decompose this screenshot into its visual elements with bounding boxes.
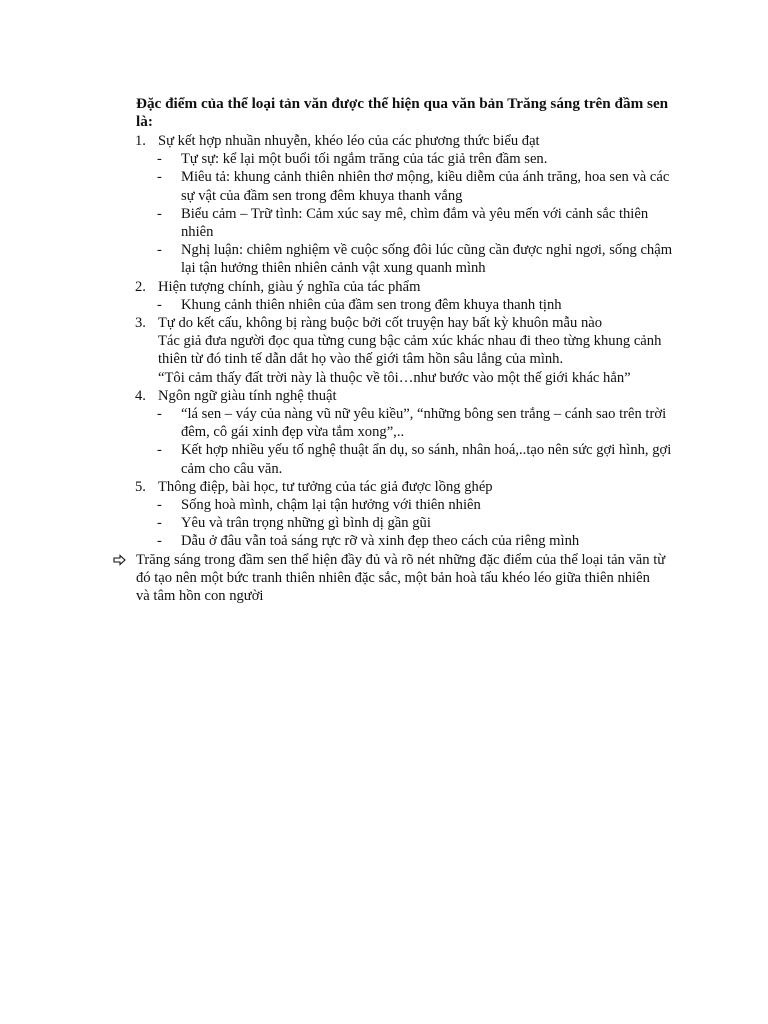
list-item bbox=[0, 241, 768, 277]
section-number: 1. bbox=[135, 133, 146, 149]
list-item-text: Biểu cảm – Trữ tình: Cảm xúc say mê, chìm đắm và yêu mến với cảnh sắc thiên nhiên bbox=[181, 205, 649, 241]
section-heading: Sự kết hợp nhuần nhuyễn, khéo léo của các phương thức biểu đạt bbox=[158, 133, 540, 149]
document-title: Đặc điểm của thể loại tản văn được thể hiện qua văn bản Trăng sáng trên đầm sen là: bbox=[136, 95, 669, 130]
list-item bbox=[0, 296, 768, 314]
conclusion bbox=[0, 551, 768, 606]
section-number: 5. bbox=[135, 478, 146, 495]
section-number: 4. bbox=[135, 387, 146, 404]
list-item-text: Dẫu ở đâu vẫn toả sáng rực rỡ và xinh đẹp theo cách của riêng mình bbox=[181, 533, 580, 550]
section-note: Tác giả đưa người đọc qua từng cung bậc cảm xúc khác nhau đi theo từng khung cảnh thiên từ đó tinh tế dẫn dắt họ vào thế giới tâm hồn sâu lắng của mình. bbox=[158, 333, 662, 368]
list-item bbox=[0, 168, 768, 204]
dash-bullet: - bbox=[157, 442, 162, 459]
dash-bullet: - bbox=[157, 151, 162, 168]
section-2 bbox=[0, 278, 768, 314]
dash-bullet: - bbox=[157, 515, 162, 532]
section-heading: Ngôn ngữ giàu tính nghệ thuật bbox=[158, 387, 337, 404]
list-item-text: Kết hợp nhiều yếu tố nghệ thuật ẩn dụ, so sánh, nhân hoá,..tạo nên sức gợi hình, gợi cảm cho câu văn. bbox=[181, 442, 672, 477]
dash-bullet: - bbox=[157, 169, 162, 186]
list-item bbox=[0, 496, 768, 514]
dash-bullet: - bbox=[157, 205, 162, 222]
list-item bbox=[0, 405, 768, 441]
list-item bbox=[0, 205, 768, 241]
list-item bbox=[0, 150, 768, 168]
list-item-text: Nghị luận: chiêm nghiệm về cuộc sống đôi lúc cũng cần được nghỉ ngơi, sống chậm lại tận hưởng thiên nhiên cảnh vật xung quanh mình bbox=[181, 242, 673, 277]
list-item-text: Yêu và trân trọng những gì bình dị gần gũi bbox=[181, 515, 431, 532]
section-5 bbox=[0, 478, 768, 551]
section-number: 2. bbox=[135, 278, 146, 295]
list-item bbox=[0, 532, 768, 550]
dash-bullet: - bbox=[157, 296, 162, 313]
section-3 bbox=[0, 314, 768, 387]
section-quote: “Tôi cảm thấy đất trời này là thuộc về tôi…như bước vào một thế giới khác hẳn” bbox=[158, 369, 631, 386]
list-item-text: Khung cảnh thiên nhiên của đầm sen trong đêm khuya thanh tịnh bbox=[181, 296, 562, 313]
dash-bullet: - bbox=[157, 242, 162, 259]
list-item bbox=[0, 514, 768, 532]
outlined-right-arrow-icon bbox=[113, 551, 126, 571]
list-item-text: Sống hoà mình, chậm lại tận hưởng với thiên nhiên bbox=[181, 497, 481, 514]
section-heading: Tự do kết cấu, không bị ràng buộc bởi cốt truyện hay bất kỳ khuôn mẫu nào bbox=[158, 315, 603, 332]
section-1 bbox=[0, 132, 768, 278]
dash-bullet: - bbox=[157, 533, 162, 550]
section-list bbox=[0, 132, 768, 605]
section-4 bbox=[0, 387, 768, 478]
section-heading: Hiện tượng chính, giàu ý nghĩa của tác phẩm bbox=[158, 278, 421, 295]
dash-bullet: - bbox=[157, 406, 162, 423]
list-item-text: Miêu tả: khung cảnh thiên nhiên thơ mộng, kiều diễm của ánh trăng, hoa sen và các sự vật của đầm sen trong đêm khuya thanh vắng bbox=[181, 169, 670, 204]
list-item bbox=[0, 441, 768, 477]
list-item-text: “lá sen – váy của nàng vũ nữ yêu kiều”, “những bông sen trắng – cánh sao trên trời đêm, cô gái xinh đẹp vừa tắm xong”,.. bbox=[181, 406, 667, 441]
dash-bullet: - bbox=[157, 497, 162, 514]
list-item-text: Tự sự: kể lại một buổi tối ngắm trăng của tác giả trên đầm sen. bbox=[181, 151, 548, 168]
conclusion-text: Trăng sáng trong đầm sen thể hiện đầy đủ và rõ nét những đặc điểm của thể loại tản văn từ đó tạo nên một bức tranh thiên nhiên đặc sắc, một bản hoà tấu khéo léo giữa thiên nhiên và tâm hồn con người bbox=[136, 551, 666, 605]
section-heading: Thông điệp, bài học, tư tưởng của tác giả được lồng ghép bbox=[158, 478, 493, 495]
section-number: 3. bbox=[135, 315, 146, 332]
